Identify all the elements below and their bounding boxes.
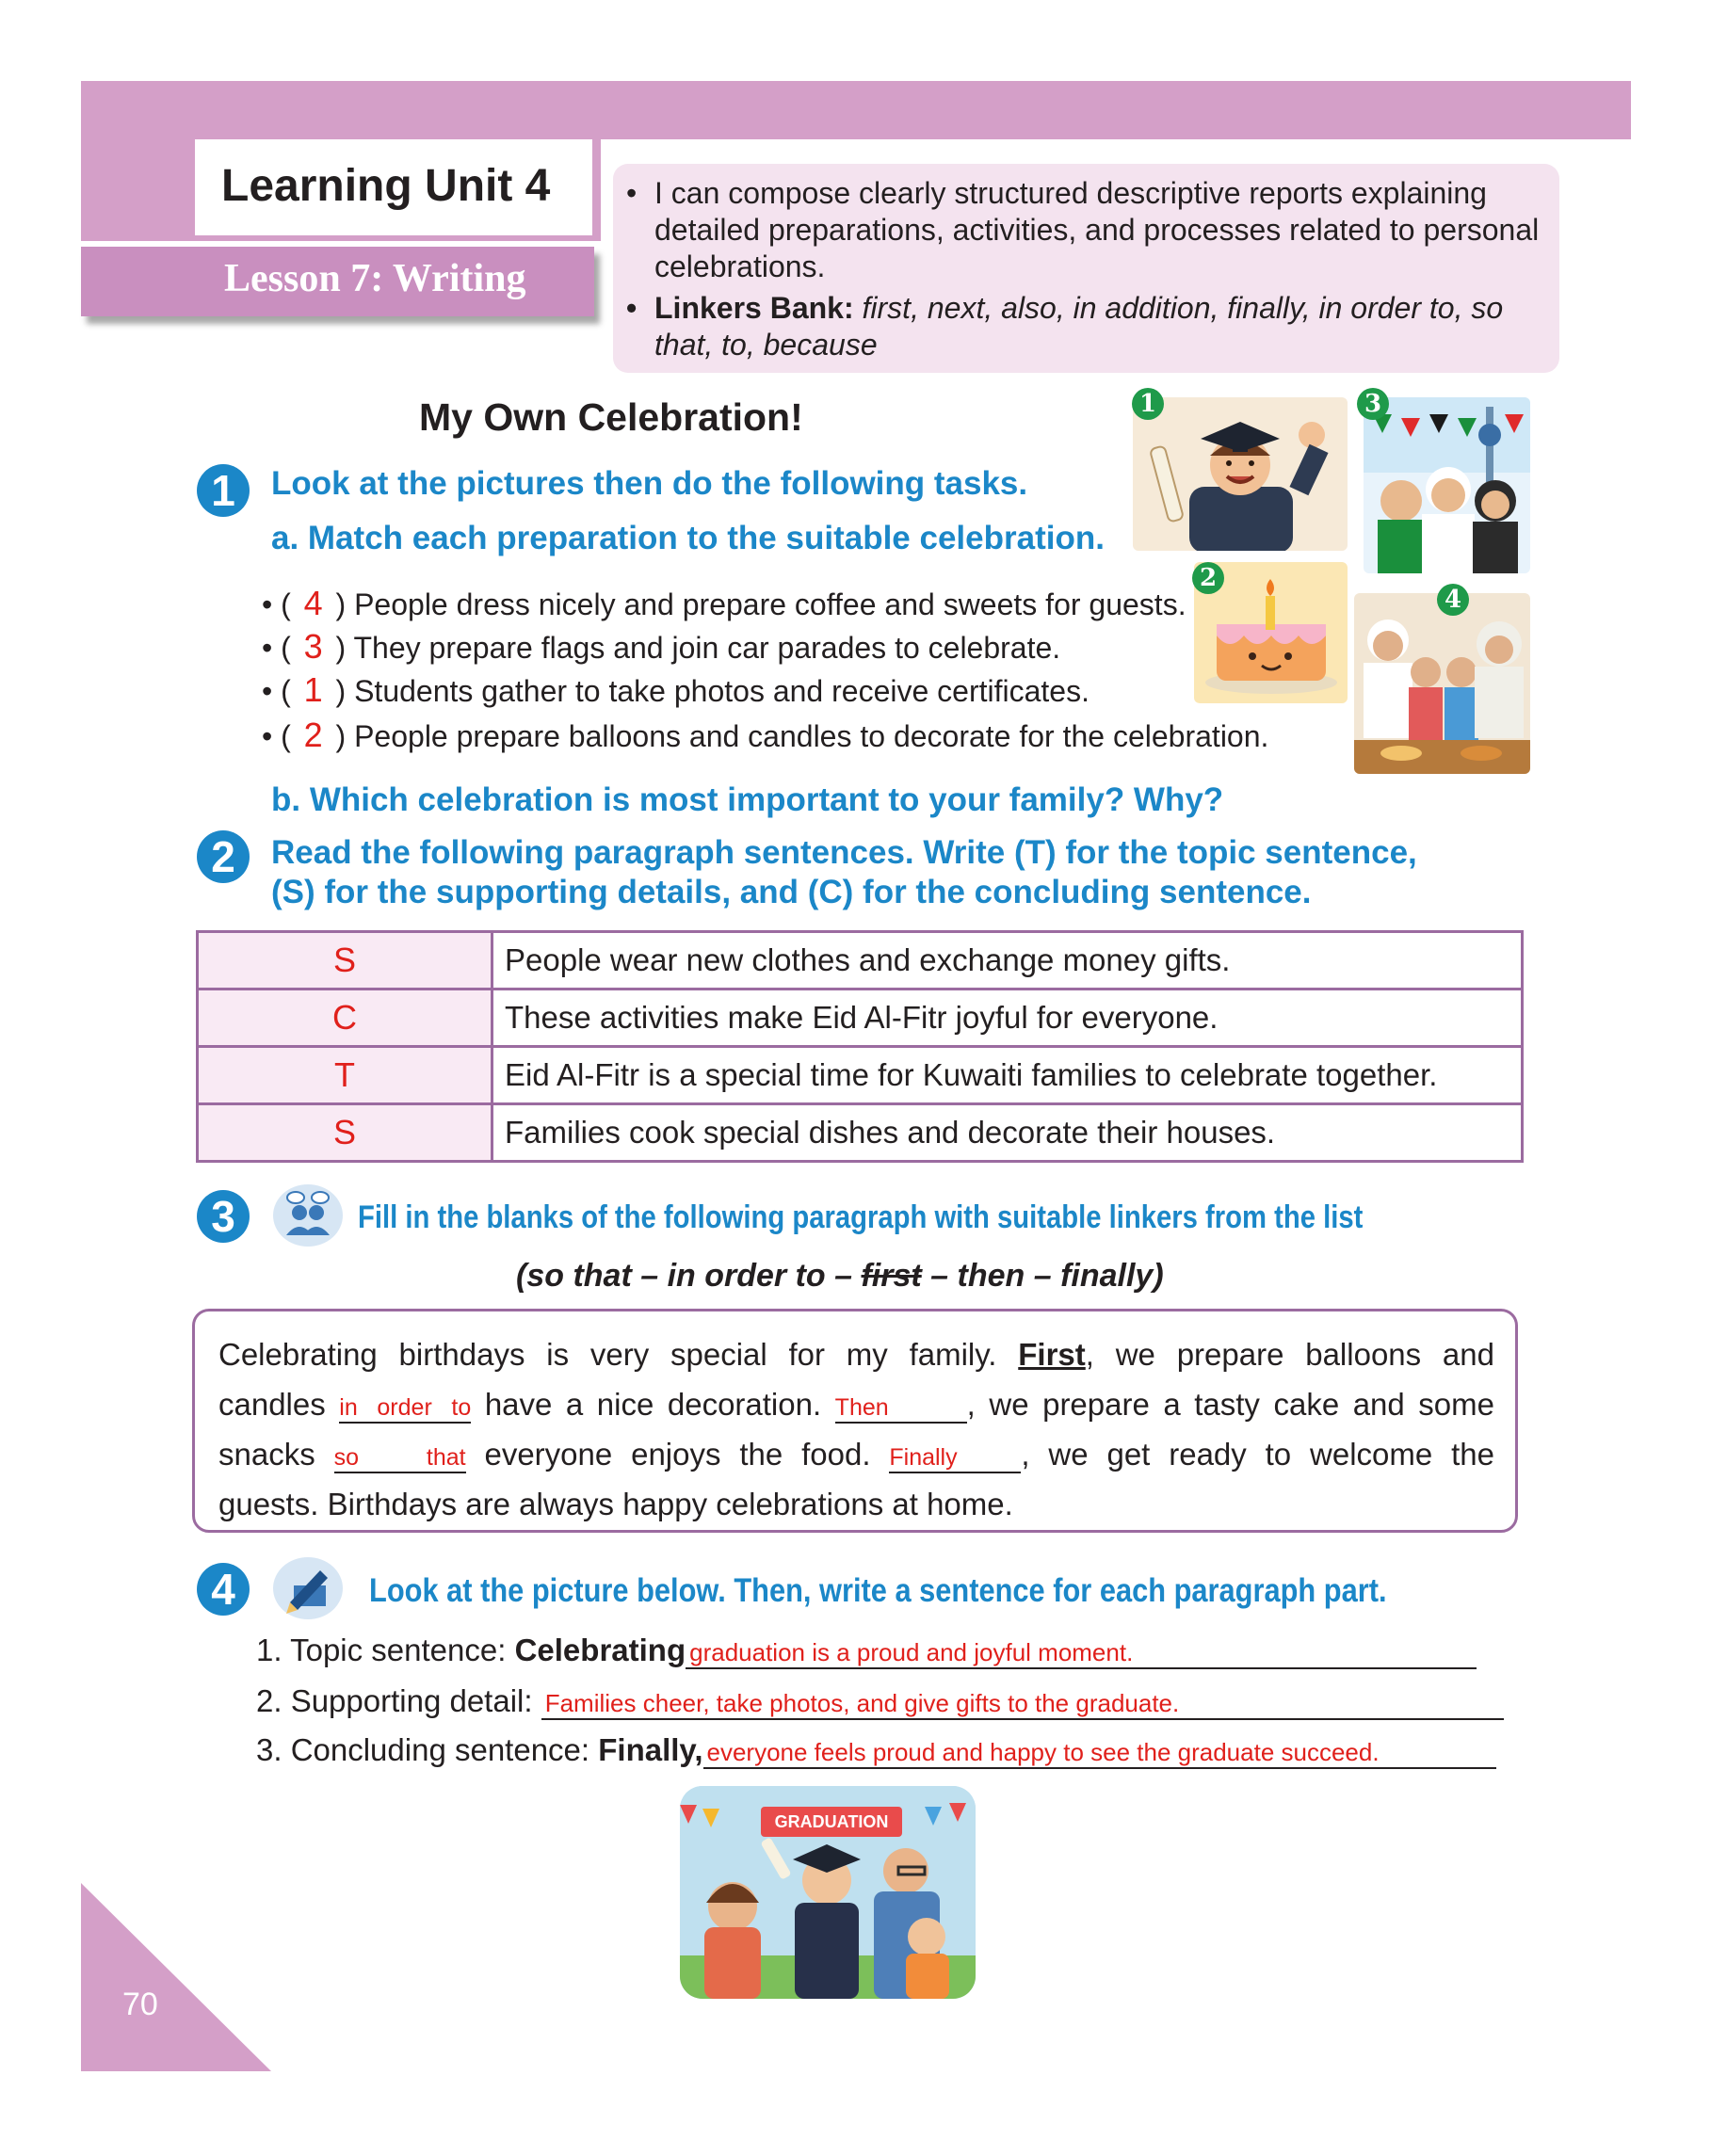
linker-list [516, 1258, 1164, 1295]
paragraph-text: candles [218, 1387, 340, 1422]
linkers-bank [626, 290, 1544, 363]
match-answer[interactable]: 4 [303, 584, 323, 622]
section3-heading: Fill in the blanks of the following paragraph with suitable linkers from the list [358, 1199, 1364, 1235]
paragraph-text: snacks [218, 1437, 334, 1472]
linkers-label: Linkers Bank: [654, 291, 854, 325]
linker-blank[interactable]: Then [835, 1394, 967, 1424]
pair-work-icon [273, 1184, 343, 1247]
picture-number-badge: 1 [1132, 388, 1164, 420]
paragraph-text: Celebrating birthdays is very special for my family. [218, 1337, 1019, 1372]
section-number-2: 2 [197, 830, 250, 883]
sentence-type-answer[interactable]: T [198, 1047, 492, 1104]
sentence-cell: These activities make Eid Al-Fitr joyful for everyone. [492, 990, 1523, 1047]
matching-item-text: Students gather to take photos and receive certificates. [354, 674, 1090, 708]
task-b-question: b. Which celebration is most important to your family? Why? [271, 781, 1224, 818]
matching-item: • ( 4 ) People dress nicely and prepare coffee and sweets for guests. [262, 584, 1186, 622]
picture-number-badge: 2 [1192, 562, 1224, 594]
paragraph-text: have a nice decoration. [471, 1387, 835, 1422]
section-number-1: 1 [197, 464, 250, 517]
lesson-title: Lesson 7: Writing [224, 257, 526, 300]
supporting-detail-label: 2. Supporting detail: [256, 1683, 541, 1718]
linkers-list: first, next, also, in addition, finally, in order to, so that, to, because [654, 291, 1504, 362]
linker-blank[interactable]: Finally [889, 1444, 1021, 1473]
sentence-type-answer[interactable]: S [198, 1104, 492, 1162]
supporting-detail-answer[interactable]: Families cheer, take photos, and give gifts to the graduate. [541, 1689, 1504, 1720]
graduation-picture [1133, 397, 1348, 551]
sentence-cell: People wear new clothes and exchange money gifts. [492, 932, 1523, 990]
linker-used: first [861, 1258, 922, 1294]
objective-item [626, 175, 1544, 285]
task-a-instruction: a. Match each preparation to the suitable celebration. [271, 520, 1105, 556]
concluding-sentence-answer[interactable]: everyone feels proud and happy to see the graduate succeed. [703, 1738, 1496, 1769]
section2-heading-line2: (S) for the supporting details, and (C) for the concluding sentence. [271, 874, 1312, 910]
graduation-banner-text: GRADUATION [774, 1812, 889, 1831]
match-answer[interactable]: 2 [303, 716, 323, 754]
picture-number-badge: 3 [1357, 388, 1389, 420]
match-answer[interactable]: 3 [303, 627, 323, 666]
sentence-cell: Families cook special dishes and decorate their houses. [492, 1104, 1523, 1162]
match-answer[interactable]: 1 [303, 670, 323, 709]
objectives-box [613, 164, 1559, 373]
concluding-sentence-line [256, 1732, 1496, 1769]
matching-item: • ( 2 ) People prepare balloons and candles to decorate for the celebration. [262, 716, 1269, 754]
paragraph-text: , we prepare balloons and [1085, 1337, 1494, 1372]
writing-icon [273, 1557, 343, 1619]
bullet-icon: • [626, 176, 638, 210]
matching-item-text: People prepare balloons and candles to decorate for the celebration. [354, 719, 1269, 753]
given-linker: First [1018, 1337, 1086, 1372]
picture-number-badge: 4 [1437, 584, 1469, 616]
topic-sentence-answer[interactable]: graduation is a proud and joyful moment. [686, 1638, 1477, 1669]
section-number-3: 3 [197, 1190, 250, 1243]
graduation-family-picture [680, 1786, 976, 1999]
section-number-4: 4 [197, 1563, 250, 1616]
matching-item: • ( 1 ) Students gather to take photos and receive certificates. [262, 670, 1090, 709]
page-number: 70 [122, 1987, 158, 2022]
paragraph-line [218, 1387, 1494, 1424]
linker-list-open: (so that – in order to – [516, 1258, 862, 1294]
topic-sentence-label: 1. Topic sentence: [256, 1633, 515, 1667]
given-word: Celebrating [514, 1633, 686, 1667]
supporting-detail-line [256, 1683, 1504, 1720]
matching-item: • ( 3 ) They prepare flags and join car parades to celebrate. [262, 627, 1061, 666]
unit-title: Learning Unit 4 [221, 161, 551, 211]
sentence-type-table [196, 930, 1524, 1163]
paragraph-line [218, 1437, 1494, 1473]
table-row [198, 932, 1523, 990]
eid-gathering-picture [1354, 593, 1530, 774]
page-title: My Own Celebration! [419, 395, 803, 439]
section2-heading-line1: Read the following paragraph sentences. Write (T) for the topic sentence, [271, 834, 1417, 871]
linker-blank[interactable]: in order to [339, 1394, 471, 1424]
paragraph-line [218, 1337, 1494, 1373]
paragraph-text: , we prepare a tasty cake and some [966, 1387, 1494, 1422]
table-row [198, 1104, 1523, 1162]
table-row [198, 990, 1523, 1047]
paragraph-line: guests. Birthdays are always happy celebrations at home. [218, 1487, 1013, 1521]
paragraph-text: , we get ready to welcome the [1021, 1437, 1494, 1472]
topic-sentence-line [256, 1633, 1477, 1669]
bullet-icon: • [626, 291, 638, 325]
sentence-type-answer[interactable]: S [198, 932, 492, 990]
given-word: Finally, [598, 1732, 703, 1767]
national-day-picture [1364, 397, 1530, 573]
sentence-type-answer[interactable]: C [198, 990, 492, 1047]
sentence-cell: Eid Al-Fitr is a special time for Kuwaiti families to celebrate together. [492, 1047, 1523, 1104]
page-corner [81, 1883, 271, 2071]
concluding-sentence-label: 3. Concluding sentence: [256, 1732, 599, 1767]
matching-item-text: They prepare flags and join car parades to celebrate. [353, 631, 1061, 665]
table-row [198, 1047, 1523, 1104]
header-band [81, 81, 1631, 139]
linker-blank[interactable]: so that [334, 1444, 466, 1473]
objective-text: I can compose clearly structured descriptive reports explaining detailed preparations, activities, and processes related to personal celebrations. [654, 176, 1540, 283]
section4-heading: Look at the picture below. Then, write a sentence for each paragraph part. [369, 1572, 1387, 1609]
matching-item-text: People dress nicely and prepare coffee and sweets for guests. [354, 587, 1186, 621]
paragraph-text: everyone enjoys the food. [465, 1437, 890, 1472]
linker-list-close: – then – finally) [921, 1258, 1164, 1294]
section1-heading: Look at the pictures then do the following tasks. [271, 465, 1028, 502]
